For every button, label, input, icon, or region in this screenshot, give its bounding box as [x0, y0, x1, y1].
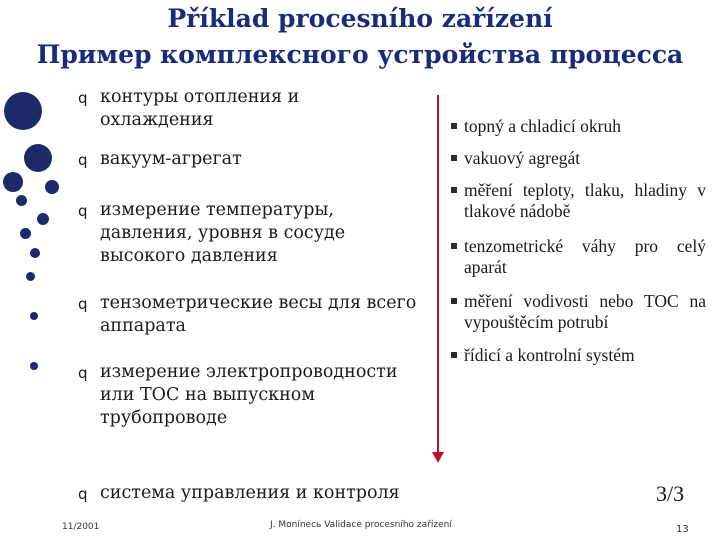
dot	[30, 312, 38, 320]
list-item: vakuový agregát	[451, 148, 706, 169]
bullet-icon: q	[78, 202, 88, 220]
bullet-icon: q	[78, 89, 88, 107]
square-bullet-icon	[451, 187, 457, 193]
dot	[3, 172, 23, 192]
dot	[37, 213, 49, 225]
slide-title-russian: Пример комплексного устройства процесса	[36, 40, 684, 69]
page-fraction: 3/3	[656, 481, 685, 506]
list-item: q тензометрические весы для всего аппарата	[78, 293, 417, 336]
bullet-icon: q	[78, 485, 88, 503]
dot	[24, 144, 52, 172]
list-item: q вакуум-агрегат	[78, 148, 418, 171]
dot	[45, 180, 59, 194]
square-bullet-icon	[451, 123, 457, 129]
square-bullet-icon	[451, 298, 457, 304]
list-item: řídicí a kontrolní systém	[451, 345, 706, 366]
dot	[30, 248, 40, 258]
footer-author: J. Moníneсь Validace procesního zařízení	[270, 520, 452, 530]
list-item: topný a chladicí okruh	[451, 116, 706, 137]
page-number: 13	[676, 524, 689, 535]
list-item: q измерение электропроводности или TOC на выпускном трубопроводе	[78, 362, 398, 428]
slide-title-czech: Příklad procesního zařízení	[167, 4, 553, 33]
square-bullet-icon	[451, 155, 457, 161]
list-item: q система управления и контроля	[78, 482, 418, 505]
list-item: měření teploty, tlaku, hladiny v tlakové nádobě	[451, 180, 706, 222]
red-arrow-line	[437, 95, 439, 455]
bullet-icon: q	[78, 295, 88, 313]
arrow-down-icon	[432, 452, 444, 463]
dot	[20, 228, 31, 239]
bullet-icon: q	[78, 151, 88, 169]
dot	[30, 362, 38, 370]
square-bullet-icon	[451, 352, 457, 358]
list-item: q контуры отопления и охлаждения	[78, 87, 300, 130]
dot	[26, 272, 35, 281]
dot	[16, 195, 27, 206]
list-item: měření vodivosti nebo TOC na vypouštěcím potrubí	[451, 291, 706, 333]
list-item: q измерение температуры, давления, уровня в сосуде высокого давления	[78, 200, 346, 266]
list-item: tenzometrické váhy pro celý aparát	[451, 236, 706, 278]
footer-date: 11/2001	[62, 522, 100, 532]
square-bullet-icon	[451, 243, 457, 249]
bullet-icon: q	[78, 364, 88, 382]
dot	[4, 92, 42, 130]
